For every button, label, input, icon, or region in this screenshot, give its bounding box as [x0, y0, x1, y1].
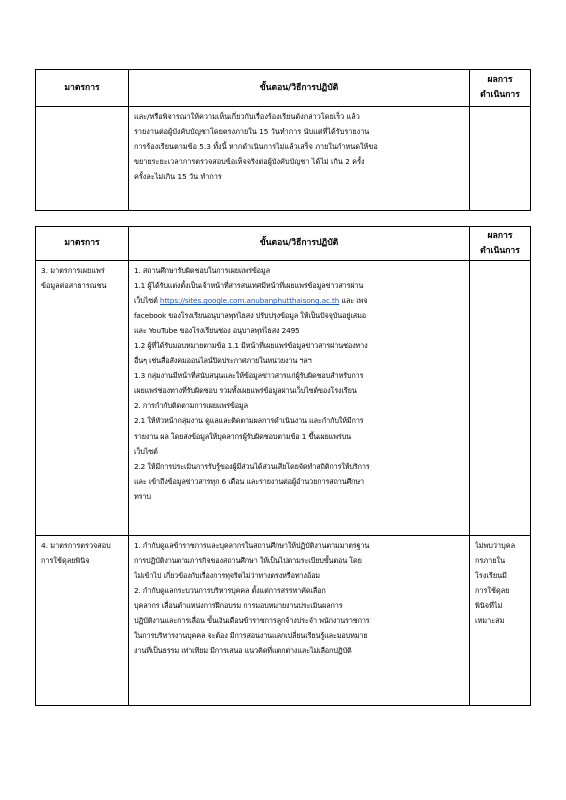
procedure-text-line: 1. กำกับดูแลข้าราชการและบุคลากรในสถานศึกษาให้ปฏิบัติงานตามมาตรฐาน	[134, 541, 370, 550]
procedure-text-line: และ YouTube ของโรงเรียนช่อง อนุบาลพุทไธสง 2495	[134, 326, 300, 336]
header-result	[470, 70, 531, 107]
procedure-text-line: 2. การกำกับติดตามการเผยแพร่ข้อมูล	[134, 401, 248, 411]
procedure-table-continued	[35, 69, 531, 211]
procedure-cell-discretion	[129, 536, 470, 706]
result-cell-discretion	[470, 536, 531, 706]
header-result	[470, 227, 531, 261]
header-measures: มาตรการ	[36, 227, 129, 261]
header-result-line2: ดำเนินการ	[480, 90, 520, 100]
procedure-text-line: 2.1 ให้หัวหน้ากลุ่มงาน ดูแลและติดตามผลการดำเนินงาน และกำกับให้มีการ	[134, 416, 364, 426]
procedure-text-line: 1.2 ผู้ที่ได้รับมอบหมายตามข้อ 1.1 มีหน้าที่เผยแพร่ข้อมูลข่าวสารผ่านช่องทาง	[134, 341, 368, 351]
procedure-text-line: 1.1 ผู้ได้รับแต่งตั้งเป็นเจ้าหน้าที่สารสนเทศมีหน้าที่เผยแพร่ข้อมูลข่าวสารผ่าน	[134, 281, 364, 291]
measure-title-line: 3. มาตรการเผยแพร่	[41, 266, 105, 275]
procedure-text-line: เว็บไซต์	[134, 446, 158, 456]
procedure-text-line: และ เข้าถึงข้อมูลข่าวสารทุก 6 เดือน และรายงานต่อผู้อำนวยการสถานศึกษา	[134, 476, 364, 486]
measure-cell-empty	[36, 107, 129, 211]
procedure-text-line: ทราบ	[134, 491, 151, 501]
procedure-cell-publication	[129, 261, 470, 536]
procedure-text: เว็บไซต์	[134, 296, 160, 306]
header-measures: มาตรการ	[36, 70, 129, 107]
procedure-text-line-with-link	[134, 293, 464, 308]
procedure-text-line: อื่นๆ เช่นสื่อสังคมออนไลน์ปิดประกาศภายในหน่วยงาน ฯลฯ	[134, 356, 312, 366]
procedure-text-line: การปฏิบัติงานตามภารกิจของสถานศึกษา ให้เป็นไปตามระเบียบขั้นตอน โดย	[134, 556, 362, 566]
measure-cell-discretion	[36, 536, 129, 706]
header-result-line2: ดำเนินการ	[480, 245, 520, 256]
procedure-text-line: 2.2 ให้มีการประเมินการรับรู้ของผู้มีส่วนได้ส่วนเสียโดยจัดทำสถิติการให้บริการ	[134, 461, 370, 471]
result-text-line: กรภายใน	[475, 556, 506, 566]
procedure-text-line: facebook ของโรงเรียนอนุบาลพุทไธสง ปรับปรุงข้อมูล ให้เป็นปัจจุบันอยู่เสมอ	[134, 311, 366, 321]
procedure-text-line: และ/หรือพิจารณาให้ความเห็นเกี่ยวกับเรื่องร้องเรียนดังกล่าวโดยเร็ว แล้ว	[134, 112, 360, 121]
measure-cell-publication	[36, 261, 129, 536]
procedure-text-line: การร้องเรียนตามข้อ 5.3 ทั้งนี้ หากดำเนินการไม่แล้วเสร็จ ภายในกำหนดให้ขอ	[134, 142, 378, 152]
procedure-text-line: 1. สถานศึกษารับผิดชอบในการเผยแพร่ข้อมูล	[134, 266, 270, 275]
result-text-line: ไม่พบว่าบุคล	[475, 541, 516, 550]
website-link[interactable]: https://sites.google.com.anubanphutthaisong.ac.th	[159, 296, 340, 306]
procedure-cell	[129, 107, 470, 211]
procedure-table	[35, 226, 531, 706]
measure-title-line: ข้อมูลต่อสาธารณชน	[41, 281, 107, 291]
result-text-line: พินิจที่ไม่	[475, 601, 503, 611]
procedure-text-line: รายงาน ผล โดยส่งข้อมูลให้บุคลากรผู้รับผิดชอบตามข้อ 1 ขึ้นเผยแพร่บน	[134, 431, 351, 441]
result-cell-empty	[470, 107, 531, 211]
measure-title-line: 4. มาตรการตรวจสอบ	[41, 541, 111, 550]
procedure-text-line: เผยแพร่ช่องทางที่รับผิดชอบ รวมทั้งเผยแพร่ข้อมูลผ่านเว็บไซต์ของโรงเรียน	[134, 386, 357, 396]
procedure-text-line: ขยายระยะเวลาการตรวจสอบข้อเท็จจริงต่อผู้บังคับบัญชา ได้ไม่ เกิน 2 ครั้ง	[134, 157, 365, 167]
result-text-line: โรงเรียนมี	[475, 571, 507, 581]
header-result-line1: ผลการ	[487, 230, 513, 241]
result-cell-empty	[470, 261, 531, 536]
result-text-line: การใช้ดุลย	[475, 586, 510, 596]
procedure-text-line: ปฏิบัติงานและการเลื่อน ขั้นเงินเดือนข้าราชการลูกจ้างประจำ พนักงานราชการ	[134, 616, 370, 626]
header-procedure: ขั้นตอน/วิธีการปฏิบัติ	[129, 227, 470, 261]
procedure-text-line: ไม่เข้าไป เกี่ยวข้องกับเรื่องการทุจริตไม่ว่าทางตรงหรือทางอ้อม	[134, 571, 320, 581]
procedure-text: และ เพจ	[339, 296, 368, 306]
header-procedure: ขั้นตอน/วิธีการปฏิบัติ	[129, 70, 470, 107]
header-result-line1: ผลการ	[487, 75, 513, 85]
procedure-text-line: ในการบริหารงานบุคคล จะต้อง มีการสอนงานแลกเปลี่ยนเรียนรู้และมอบหมาย	[134, 631, 368, 641]
procedure-text-line: รายงานต่อผู้บังคับบัญชาโดยตรงภายใน 15 วันทำการ นับแต่ที่ได้รับรายงาน	[134, 127, 370, 137]
procedure-text-line: งานที่เป็นธรรม เท่าเทียม มีการเสนอ แนวคิดที่แตกต่างและไม่เลือกปฏิบัติ	[134, 646, 352, 656]
procedure-text-line: 1.3 กลุ่มงานมีหน้าที่สนับสนุนและให้ข้อมูลข่าวสารแก่ผู้รับผิดชอบสำหรับการ	[134, 371, 364, 381]
procedure-text-line: บุคลากร เลื่อนตำแหน่งการฝึกอบรม การมอบหมายงานประเมินผลการ	[134, 601, 343, 611]
measure-title-line: การใช้ดุลยพินิจ	[41, 556, 90, 566]
procedure-text-line: ครั้งละไม่เกิน 15 วัน ทำการ	[134, 172, 222, 182]
procedure-text-line: 2. กำกับดูแลกระบวนการบริหารบุคคล ตั้งแต่การสรรหาคัดเลือก	[134, 586, 326, 596]
result-text-line: เหมาะสม	[475, 616, 505, 626]
